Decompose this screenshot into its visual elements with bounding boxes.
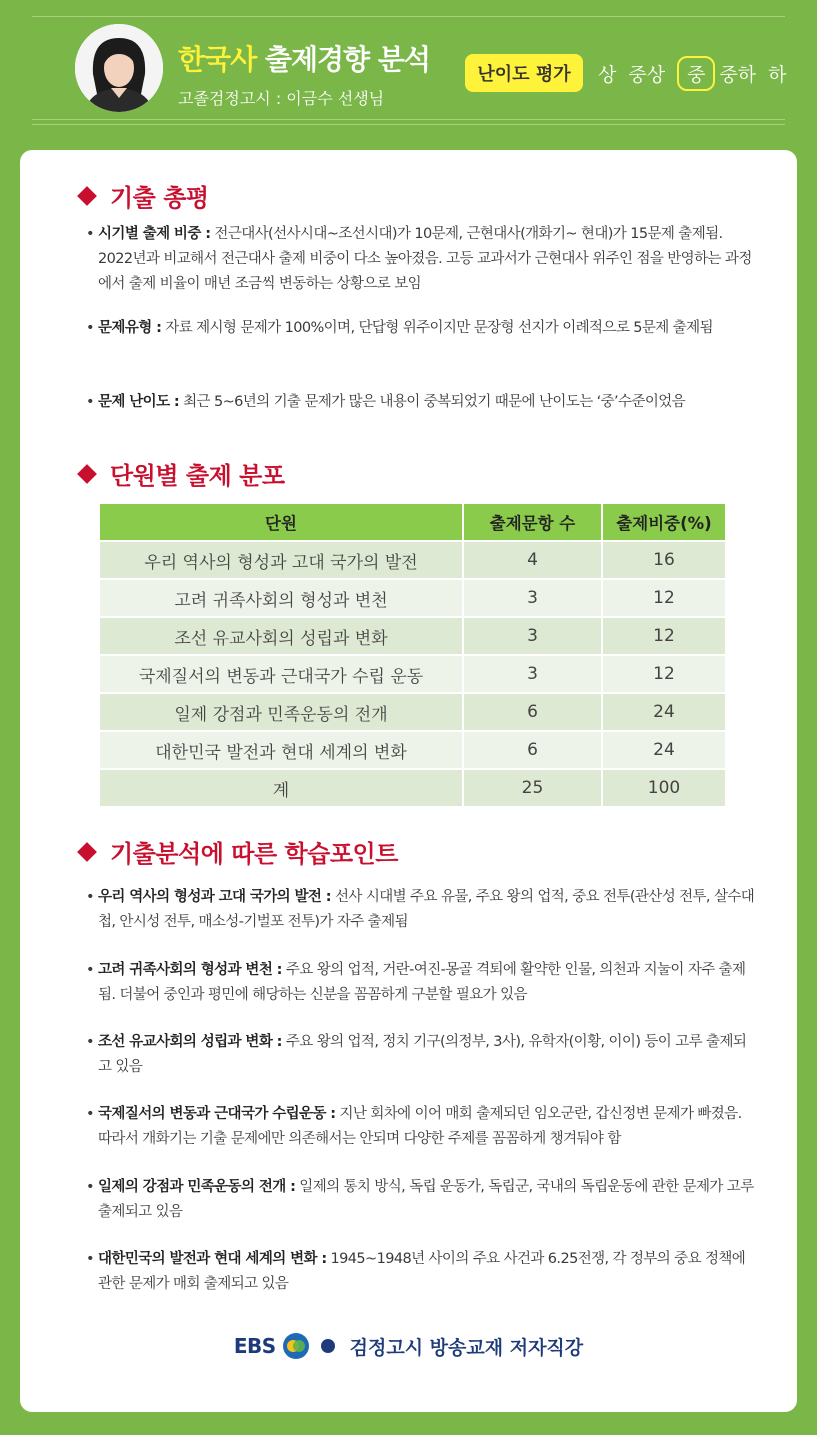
col-unit: 단원 <box>100 504 462 540</box>
diamond-icon <box>77 186 97 206</box>
teacher-portrait-icon <box>75 24 163 112</box>
table-row: 국제질서의 변동과 근대국가 수립 운동 3 12 <box>100 656 725 692</box>
unit-distribution-table <box>100 502 725 808</box>
level-mid-selected: 중 <box>677 56 715 91</box>
title-highlight: 한국사 <box>178 43 257 76</box>
diamond-icon <box>77 842 97 862</box>
level-high: 상 <box>598 63 617 86</box>
title-rest: 출제경향 분석 <box>264 43 430 76</box>
table-row: 고려 귀족사회의 형성과 변천 3 12 <box>100 580 725 616</box>
table-header-row <box>100 504 725 540</box>
teacher-avatar <box>75 24 163 112</box>
ebs-logo-icon <box>282 1332 336 1360</box>
section-title-distribution: 단원별 출제 분포 <box>76 456 285 491</box>
table-total-row: 계 25 100 <box>100 770 725 806</box>
header <box>0 0 817 150</box>
section-title-study-points: 기출분석에 따른 학습포인트 <box>76 834 398 869</box>
study-point-bullet: • 대한민국의 발전과 현대 세계의 변화 : 1945~1948년 사이의 주요 사건과 6.25전쟁, 각 정부의 중요 정책에 관한 문제가 매회 출제되고 있음 <box>86 1251 746 1292</box>
section-title-overview: 기출 총평 <box>76 178 209 213</box>
difficulty-badge: 난이도 평가 <box>465 54 583 92</box>
difficulty-levels <box>598 54 799 92</box>
level-mid-high: 중상 <box>628 63 666 86</box>
study-point-bullet: • 조선 유교사회의 성립과 변화 : 주요 왕의 업적, 정치 기구(의정부, 3사), 유학자(이황, 이이) 등이 고루 출제되고 있음 <box>86 1034 747 1075</box>
table-row: 대한민국 발전과 현대 세계의 변화 6 24 <box>100 732 725 768</box>
level-mid-low: 중하 <box>719 63 757 86</box>
study-point-bullet: • 일제의 강점과 민족운동의 전개 : 일제의 통치 방식, 독립 운동가, 독립군, 국내의 독립운동에 관한 문제가 고루 출제되고 있음 <box>86 1179 754 1220</box>
content-card <box>20 150 797 1412</box>
footer <box>20 1332 797 1360</box>
table-row: 조선 유교사회의 성립과 변화 3 12 <box>100 618 725 654</box>
title-block <box>178 38 430 109</box>
page-title <box>178 38 430 78</box>
overview-bullet: • 문제유형 : 자료 제시형 문제가 100%이며, 단답형 위주이지만 문장형 선지가 이례적으로 5문제 출제됨 <box>86 320 713 336</box>
col-count: 출제문항 수 <box>462 504 601 540</box>
study-point-bullet: • 우리 역사의 형성과 고대 국가의 발전 : 선사 시대별 주요 유물, 주요 왕의 업적, 중요 전투(관산성 전투, 살수대첩, 안시성 전투, 매소성-기벌포 전투)가 자주 출제됨 <box>86 889 755 930</box>
overview-bullet: • 시기별 출제 비중 : 전근대사(선사시대~조선시대)가 10문제, 근현대사(개화기~ 현대)가 15문제 출제됨. 2022년과 비교해서 전근대사 출제 비중이 다소 높아졌음. 고등 교과서가 근현대사 위주인 점을 반영하는 과정에서 출제 비율이 매년 조금씩 변동하는 상황으로 보임 <box>86 226 752 292</box>
footer-text: 검정고시 방송교재 저자직강 <box>349 1336 584 1359</box>
study-point-bullet: • 고려 귀족사회의 형성과 변천 : 주요 왕의 업적, 거란-여진-몽골 격퇴에 활약한 인물, 의천과 지눌이 자주 출제됨. 더불어 중인과 평민에 해당하는 신분을 꼼꼼하게 구분할 필요가 있음 <box>86 962 746 1003</box>
col-ratio: 출제비중(%) <box>601 504 725 540</box>
level-low: 하 <box>768 63 787 86</box>
table-row: 우리 역사의 형성과 고대 국가의 발전 4 16 <box>100 542 725 578</box>
ebs-brand: EBS <box>233 1334 276 1358</box>
diamond-icon <box>77 464 97 484</box>
overview-bullet: • 문제 난이도 : 최근 5~6년의 기출 문제가 많은 내용이 중복되었기 때문에 난이도는 ‘중’수준이었음 <box>86 394 686 410</box>
page-subtitle: 고졸검정고시 : 이금수 선생님 <box>178 89 385 108</box>
table-row: 일제 강점과 민족운동의 전개 6 24 <box>100 694 725 730</box>
study-point-bullet: • 국제질서의 변동과 근대국가 수립운동 : 지난 회차에 이어 매회 출제되던 임오군란, 갑신정변 문제가 빠졌음. 따라서 개화기는 기출 문제에만 의존해서는 안되며 다양한 주제를 꼼꼼하게 챙겨둬야 함 <box>86 1106 742 1147</box>
